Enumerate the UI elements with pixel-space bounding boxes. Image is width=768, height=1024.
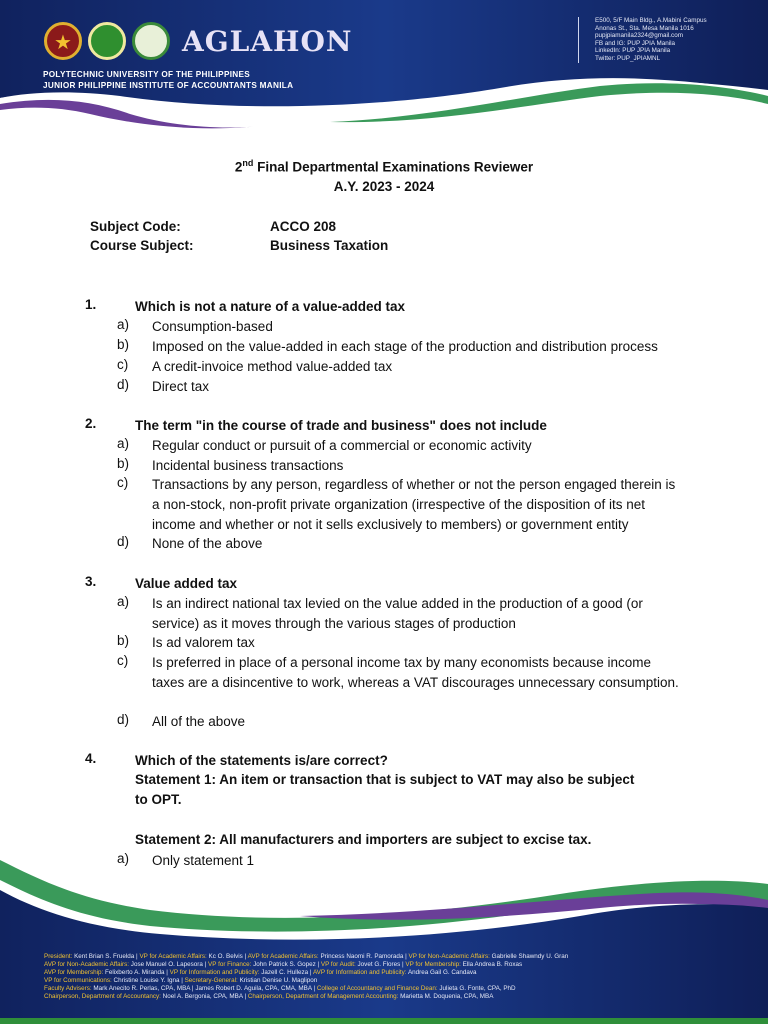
question-number: 1. bbox=[85, 297, 97, 312]
option-text: None of the above bbox=[152, 536, 263, 551]
officer-name: Princess Naomi R. Pamorada bbox=[320, 953, 404, 960]
footer-line-6: Chairperson, Department of Accountancy: Noel A. Bergonia, CPA, MBA | Chairperson, Department of Management Accounting: Marietta M. Doquenia, CPA, MBA bbox=[44, 993, 494, 1001]
officer-role: Secretary-General: bbox=[184, 977, 238, 985]
option-letter: d) bbox=[117, 534, 130, 549]
officer-role: VP for Membership: bbox=[405, 961, 461, 969]
option-letter: d) bbox=[117, 712, 130, 727]
officer-role: College of Accountancy and Finance Dean: bbox=[316, 985, 438, 993]
officer-name: Noel A. Bergonia, CPA, MBA bbox=[162, 993, 243, 1001]
officer-name: Jose Manuel O. Lapesora bbox=[130, 961, 203, 969]
officer-role: VP for Finance: bbox=[208, 961, 252, 969]
organization-name bbox=[43, 69, 293, 91]
officer-role: Chairperson, Department of Management Accounting: bbox=[247, 993, 399, 1001]
option-text: Only statement 1 bbox=[152, 853, 255, 868]
org-line-university: POLYTECHNIC UNIVERSITY OF THE PHILIPPINES bbox=[43, 70, 251, 79]
title-ordinal: 2 bbox=[234, 159, 243, 175]
officer-name: Julieta G. Fonte, CPA, PhD bbox=[439, 985, 516, 993]
option-letter: c) bbox=[117, 653, 129, 668]
officer-name: Andrea Gail G. Candava bbox=[407, 969, 477, 977]
option-text: Is ad valorem tax bbox=[152, 635, 255, 650]
option-letter: b) bbox=[117, 456, 130, 471]
logo-group bbox=[44, 22, 353, 60]
academic-year: A.Y. 2023 - 2024 bbox=[333, 179, 435, 194]
title-text: Final Departmental Examinations Reviewer bbox=[253, 159, 534, 175]
option-text: Regular conduct or pursuit of a commercial or economic activity bbox=[152, 438, 532, 453]
option-text: A credit-invoice method value-added tax bbox=[152, 359, 393, 374]
org-line-chapter: JUNIOR PHILIPPINE INSTITUTE OF ACCOUNTANTS MANILA bbox=[43, 81, 294, 90]
question-text: Value added tax bbox=[135, 576, 238, 591]
course-subject-value: Business Taxation bbox=[270, 238, 389, 253]
officer-name: Jazell C. Hulleza bbox=[261, 969, 309, 977]
officer-name: James Robert D. Aguila, CPA, CMA, MBA bbox=[195, 985, 312, 993]
question-text: Which is not a nature of a value-added tax bbox=[135, 299, 406, 314]
contact-twitter: Twitter: PUP_JPIAMNL bbox=[595, 54, 661, 62]
officer-role: Faculty Advisers: bbox=[44, 985, 92, 993]
course-subject-label: Course Subject: bbox=[90, 238, 194, 253]
officer-name: John Patrick S. Gopez bbox=[253, 961, 316, 969]
footer-line-2: AVP for Non-Academic Affairs: Jose Manuel O. Lapesora | VP for Finance: John Patrick S. Gopez | VP for Audit: Jovet G. Flores | VP for Membership: Ella Andrea B. Roxas bbox=[44, 961, 523, 969]
option-text: Direct tax bbox=[152, 379, 210, 394]
option-text: Is preferred in place of a personal income tax by many economists because income taxes are a disincentive to work, whereas a VAT discourages unnecessary consumption. bbox=[152, 655, 679, 690]
statement-text: Statement 2: All manufacturers and importers are subject to excise tax. bbox=[135, 832, 592, 847]
officer-role: AVP for Membership: bbox=[44, 969, 104, 977]
accountancy-logo bbox=[132, 22, 170, 60]
letterhead-footer bbox=[0, 850, 768, 1024]
option-text: Imposed on the value-added in each stage of the production and distribution process bbox=[152, 339, 658, 354]
option-letter: b) bbox=[117, 337, 130, 352]
option-letter: c) bbox=[117, 475, 129, 490]
footer-line-5: Faculty Advisers: Mark Anecito R. Perlas, CPA, MBA | James Robert D. Aguila, CPA, CMA, MBA | College of Accountancy and Finance Dean: Julieta G. Fonte, CPA, PhD bbox=[44, 985, 516, 993]
contact-email: pupjpiamanila2324@gmail.com bbox=[595, 32, 683, 40]
officer-role: VP for Information and Publicity: bbox=[169, 969, 260, 977]
title-ordinal-suffix: nd bbox=[242, 158, 254, 168]
jpia-logo bbox=[88, 22, 126, 60]
officer-name: Ella Andrea B. Roxas bbox=[462, 961, 523, 969]
statement-text: Statement 1: An item or transaction that is subject to VAT may also be subject to OPT. bbox=[135, 772, 635, 807]
officer-name: Christine Louise Y. Igna bbox=[113, 977, 180, 985]
subject-code-row bbox=[90, 219, 336, 234]
footer-line-3: AVP for Membership: Felixberto A. Miranda | VP for Information and Publicity: Jazell C. Hulleza | AVP for Information and Publicity: Andrea Gail G. Candava bbox=[44, 969, 477, 977]
footer-line-1: President: Kent Brian S. Fruelda | VP for Academic Affairs: Kc O. Belvis | AVP for Academic Affairs: Princess Naomi R. Pamorada | VP for Non-Academic Affairs: Gabrielle Shawndy U. Gran bbox=[44, 953, 569, 960]
officer-role: Chairperson, Department of Accountancy: bbox=[44, 993, 161, 1001]
officer-role: President: bbox=[44, 953, 73, 960]
subject-code-value: ACCO 208 bbox=[270, 219, 337, 234]
option-letter: b) bbox=[117, 633, 130, 648]
officer-name: Kc O. Belvis bbox=[208, 953, 243, 960]
option-text: All of the above bbox=[152, 714, 246, 729]
contact-linkedin: LinkedIn: PUP JPIA Manila bbox=[595, 47, 671, 55]
contact-facebook: FB and IG: PUP JPIA Manila bbox=[595, 39, 676, 47]
footer-line-4: VP for Communications: Christine Louise Y. Igna | Secretary-General: Kristian Denise U. Maglipon bbox=[44, 977, 318, 985]
officer-role: VP for Academic Affairs: bbox=[139, 953, 207, 960]
officer-name: Kent Brian S. Fruelda bbox=[74, 953, 135, 960]
officer-name: Marietta M. Doquenia, CPA, MBA bbox=[400, 993, 494, 1001]
option-letter: c) bbox=[117, 357, 129, 372]
officer-role: VP for Non-Academic Affairs: bbox=[408, 953, 490, 960]
officer-name: Felixberto A. Miranda bbox=[105, 969, 165, 977]
option-letter: a) bbox=[117, 594, 130, 609]
officer-role: VP for Communications: bbox=[44, 977, 112, 985]
question-text: Which of the statements is/are correct? bbox=[135, 753, 388, 768]
question-text: The term "in the course of trade and business" does not include bbox=[135, 418, 547, 433]
question-number: 2. bbox=[85, 416, 97, 431]
option-letter: a) bbox=[117, 317, 130, 332]
officer-role: AVP for Information and Publicity: bbox=[312, 969, 407, 977]
officer-name: Jovet G. Flores bbox=[357, 961, 401, 969]
officer-name: Mark Anecito R. Perlas, CPA, MBA bbox=[93, 985, 191, 993]
officer-role: AVP for Non-Academic Affairs: bbox=[44, 961, 130, 969]
option-text: Is an indirect national tax levied on the value added in the production of a good (or service) as it moves through the various stages of production bbox=[152, 596, 643, 631]
officer-name: Gabrielle Shawndy U. Gran bbox=[491, 953, 569, 960]
option-letter: d) bbox=[117, 377, 130, 392]
option-text: Transactions by any person, regardless of whether or not the person engaged therein is a non-stock, non-profit private organization (irrespective of the disposition of its net income and whether or not it sells exclusively to members) or government entity bbox=[152, 477, 676, 532]
option-text: Consumption-based bbox=[152, 319, 273, 334]
contact-address: E500, 5/F Main Bldg., A.Mabini Campus bbox=[595, 17, 707, 24]
officer-role: AVP for Academic Affairs: bbox=[247, 953, 319, 960]
letterhead-header bbox=[0, 0, 768, 130]
option-text: Incidental business transactions bbox=[152, 458, 344, 473]
officers-list bbox=[44, 953, 764, 1002]
option-letter: a) bbox=[117, 436, 130, 451]
option-letter: a) bbox=[117, 851, 130, 866]
question-number: 4. bbox=[85, 751, 97, 766]
pup-seal-logo bbox=[44, 22, 82, 60]
officer-role: VP for Audit: bbox=[320, 961, 356, 969]
contact-street: Anonas St., Sta. Mesa Manila 1016 bbox=[595, 24, 694, 32]
contact-info bbox=[578, 17, 707, 63]
brand-wordmark: AGLAHON bbox=[182, 24, 353, 58]
subject-code-label: Subject Code: bbox=[90, 219, 181, 234]
officer-name: Kristian Denise U. Maglipon bbox=[239, 977, 318, 985]
course-subject-row bbox=[90, 238, 388, 253]
question-number: 3. bbox=[85, 574, 97, 589]
document-title bbox=[0, 158, 768, 175]
